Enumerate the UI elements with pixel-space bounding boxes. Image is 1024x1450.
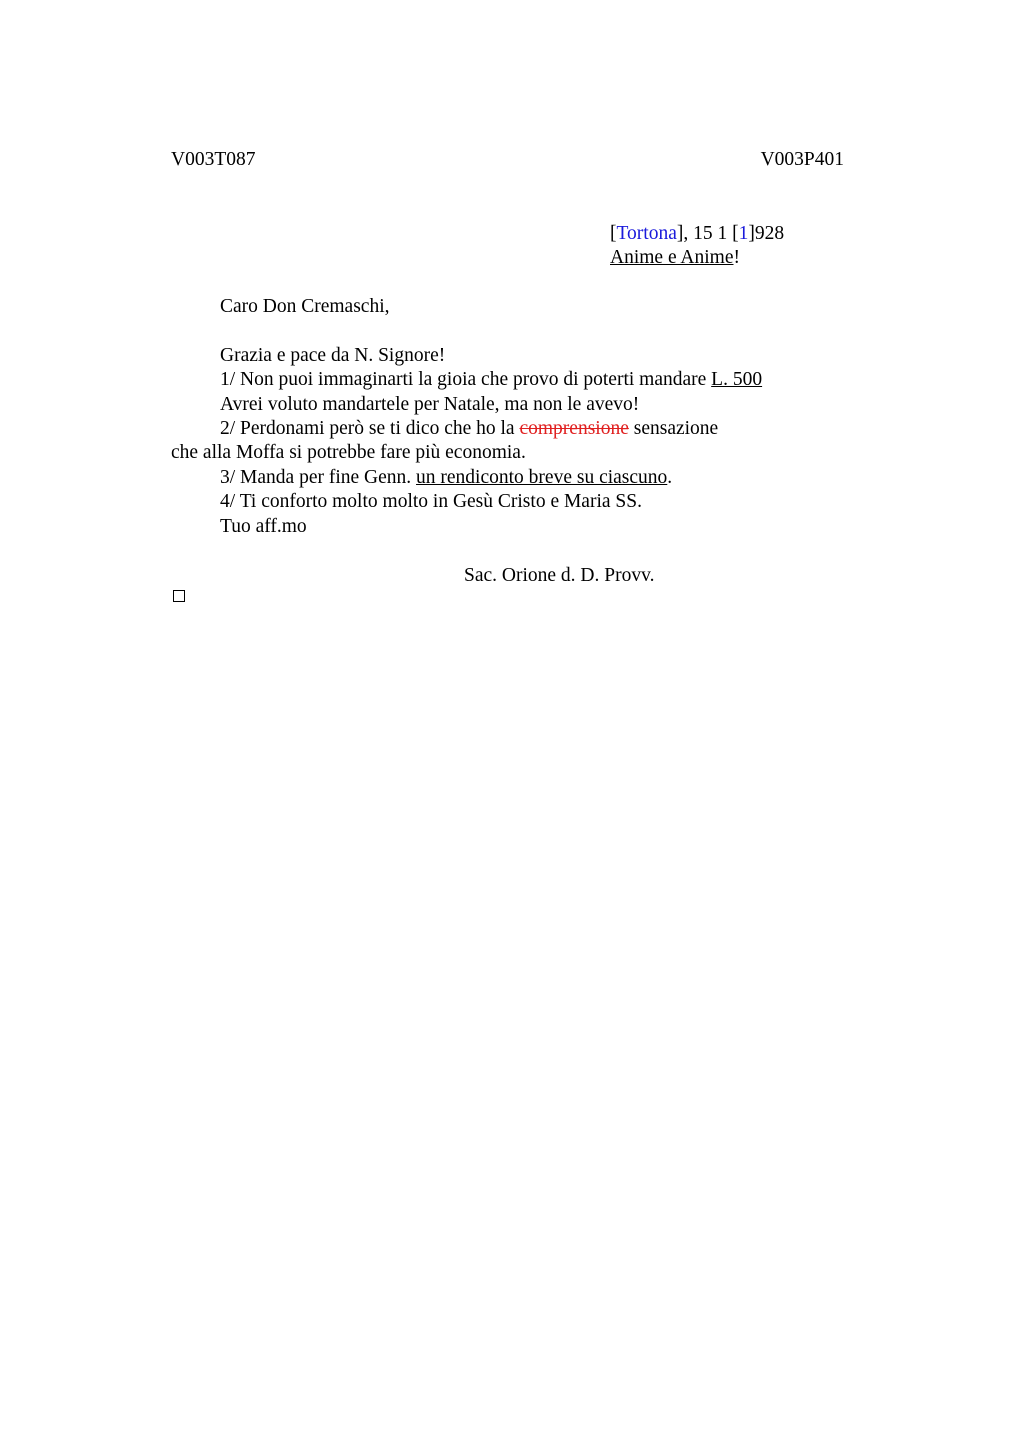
item-2 (220, 419, 718, 439)
motto-text: Anime e Anime (610, 247, 734, 268)
closing: Tuo aff.mo (220, 516, 307, 537)
year-rest: 928 (754, 223, 785, 244)
motto-end: ! (733, 247, 740, 268)
item-3 (220, 468, 672, 488)
item-1-amount: L. 500 (711, 369, 763, 390)
item-1-continuation: Avrei voluto mandartele per Natale, ma non le avevo! (220, 394, 640, 415)
item-4: 4/ Ti conforto molto molto in Gesù Cristo e Maria SS. (220, 491, 642, 512)
item-3-start: 3/ Manda per fine Genn. (220, 467, 417, 488)
item-2-continuation: che alla Moffa si potrebbe fare più economia. (171, 442, 526, 463)
deleted-word: comprensione (519, 418, 629, 439)
item-1 (220, 370, 762, 390)
motto (610, 248, 740, 268)
bracket-close: ] (748, 223, 755, 244)
bracket-open: [ (732, 223, 739, 244)
place-name: Tortona (616, 223, 677, 244)
year-digit: 1 (738, 223, 749, 244)
item-3-underlined: un rendiconto breve su ciascuno (416, 467, 668, 488)
item-2-end: sensazione (628, 418, 719, 439)
item-1-text: 1/ Non puoi immaginarti la gioia che provo di poterti mandare (220, 369, 712, 390)
signature: Sac. Orione d. D. Provv. (464, 565, 655, 586)
item-2-start: 2/ Perdonami però se ti dico che ho la (220, 418, 520, 439)
volume-text-code: V003T087 (171, 149, 256, 170)
date-text: , 15 1 (683, 223, 733, 244)
item-3-end: . (667, 467, 673, 488)
bracket-open: [ (610, 223, 617, 244)
end-marker-box-icon (173, 590, 185, 602)
bracket-close: ] (676, 223, 684, 244)
volume-page-code: V003P401 (760, 149, 844, 170)
dateline (610, 224, 784, 244)
salutation: Caro Don Cremaschi, (220, 296, 390, 317)
greeting: Grazia e pace da N. Signore! (220, 345, 446, 366)
